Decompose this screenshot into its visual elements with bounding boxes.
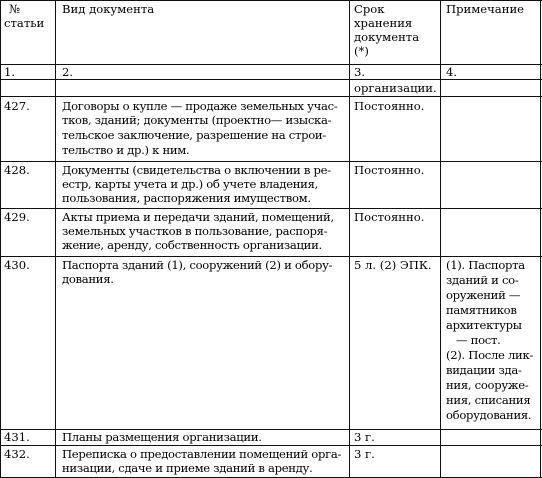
row-divider bbox=[0, 208, 542, 209]
header-term-line: хранения bbox=[354, 16, 413, 30]
column-divider bbox=[55, 0, 56, 478]
row-divider bbox=[0, 256, 542, 257]
row-type-line: Документы (свидетельства о включении в ре- bbox=[62, 163, 331, 177]
row-type-line: тельское заключение, разрешение на строи- bbox=[62, 128, 326, 142]
row-note-line: оборудования. bbox=[446, 408, 532, 422]
row-number: 427. bbox=[4, 99, 30, 113]
row-type-line: Договоры о купле — продаже земельных учас- bbox=[62, 99, 338, 113]
row-note-line: видации зда- bbox=[446, 363, 522, 377]
column-divider bbox=[440, 0, 441, 478]
row-term: Постоянно. bbox=[354, 163, 425, 177]
row-type-line: низации, сдаче и приеме зданий в аренду. bbox=[62, 461, 313, 475]
header-number-symbol: № bbox=[9, 2, 20, 16]
row-divider bbox=[0, 96, 542, 97]
row-divider bbox=[0, 161, 542, 162]
row-note-line: ния, списания bbox=[446, 393, 531, 407]
row-type-line: Акты приема и передачи зданий, помещений, bbox=[62, 210, 334, 224]
header-note: Примечание bbox=[446, 2, 525, 16]
header-term-line: документа bbox=[354, 30, 420, 44]
row-number: 430. bbox=[4, 258, 30, 272]
row-note-line: памятников bbox=[446, 303, 517, 317]
row-note-line: оружений — bbox=[446, 288, 521, 302]
column-number: 2. bbox=[62, 65, 74, 79]
row-divider bbox=[0, 445, 542, 446]
row-type-line: Переписка о предоставлении помещений орга- bbox=[62, 447, 342, 461]
table-border-right bbox=[540, 0, 541, 478]
row-type-line: Планы размещения организации. bbox=[62, 430, 262, 444]
column-number: 1. bbox=[4, 65, 16, 79]
continued-term: организации. bbox=[354, 81, 437, 95]
row-number: 432. bbox=[4, 447, 30, 461]
header-term-line: (*) bbox=[354, 44, 369, 58]
row-note-line: (2). После лик- bbox=[446, 348, 534, 362]
row-divider bbox=[0, 79, 542, 80]
row-type-line: жение, аренду, собственность организации. bbox=[62, 238, 322, 252]
row-note-line: (1). Паспорта bbox=[446, 258, 525, 272]
column-number: 4. bbox=[446, 65, 458, 79]
column-number: 3. bbox=[354, 65, 366, 79]
header-term-line: Срок bbox=[354, 2, 385, 16]
row-note-line: архитектуры bbox=[446, 318, 522, 332]
row-term: 5 л. (2) ЭПК. bbox=[354, 258, 432, 272]
column-divider bbox=[349, 0, 350, 478]
row-note-line: — пост. bbox=[456, 333, 501, 347]
row-type-line: тельство и др.) к ним. bbox=[62, 143, 190, 157]
row-type-line: Паспорта зданий (1), сооружений (2) и обору- bbox=[62, 258, 333, 272]
row-type-line: пользования, распоряжения имуществом. bbox=[62, 191, 311, 205]
row-note-line: ния, сооруже- bbox=[446, 378, 529, 392]
row-number: 428. bbox=[4, 163, 30, 177]
header-number-label: статьи bbox=[4, 16, 45, 30]
row-term: Постоянно. bbox=[354, 210, 425, 224]
row-term: Постоянно. bbox=[354, 99, 425, 113]
row-divider bbox=[0, 0, 542, 1]
row-type-line: дования. bbox=[62, 272, 114, 286]
table-border-left bbox=[0, 0, 1, 478]
row-divider bbox=[0, 64, 542, 65]
row-type-line: земельных участков в пользование, распоря- bbox=[62, 224, 328, 238]
row-term: 3 г. bbox=[354, 447, 375, 461]
row-number: 431. bbox=[4, 430, 30, 444]
row-note-line: зданий и со- bbox=[446, 273, 519, 287]
row-number: 429. bbox=[4, 210, 30, 224]
header-document-type: Вид документа bbox=[62, 2, 155, 16]
row-term: 3 г. bbox=[354, 430, 375, 444]
row-type-line: тков, зданий; документы (проектно— изыска- bbox=[62, 113, 332, 127]
row-type-line: естр, карты учета и др.) об учете владения, bbox=[62, 177, 319, 191]
